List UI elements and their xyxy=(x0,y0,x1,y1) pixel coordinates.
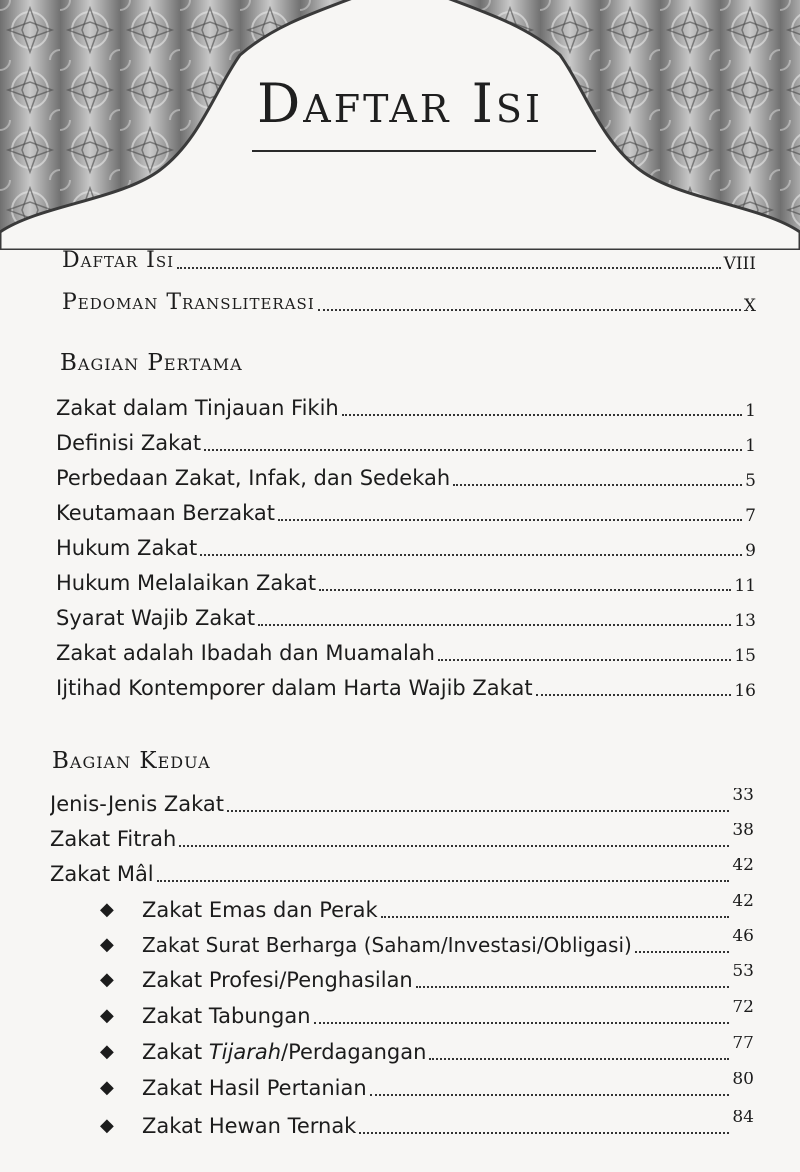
leader-dots xyxy=(179,845,729,847)
toc-entry[interactable]: Zakat Fitrah 38 xyxy=(50,823,754,851)
leader-dots xyxy=(381,916,730,918)
leader-dots xyxy=(438,659,731,661)
diamond-bullet-icon: ◆ xyxy=(100,1005,114,1026)
leader-dots xyxy=(342,414,742,416)
toc-sub-entry[interactable]: ◆ Zakat Profesi/Penghasilan 53 xyxy=(100,964,754,996)
toc-entry[interactable]: Zakat adalah Ibadah dan Muamalah 15 xyxy=(56,641,756,666)
toc-entry[interactable]: Zakat dalam Tinjauan Fikih 1 xyxy=(56,396,756,421)
section-heading-bagian-pertama: Bagian Pertama xyxy=(60,350,243,376)
toc-entry[interactable]: Perbedaan Zakat, Infak, dan Sedekah 5 xyxy=(56,466,756,491)
toc-entry[interactable]: Ijtihad Kontemporer dalam Harta Wajib Zakat 16 xyxy=(56,676,756,701)
leader-dots xyxy=(319,589,731,591)
diamond-bullet-icon: ◆ xyxy=(100,899,114,920)
leader-dots xyxy=(204,449,742,451)
diamond-bullet-icon: ◆ xyxy=(100,969,114,990)
toc-sub-entry[interactable]: ◆ Zakat Surat Berharga (Saham/Investasi/Obligasi) 46 xyxy=(100,929,754,961)
toc-sub-entry[interactable]: ◆ Zakat Emas dan Perak 42 xyxy=(100,894,754,926)
toc-sub-entry[interactable]: ◆ Zakat Tabungan 72 xyxy=(100,1000,754,1032)
leader-dots xyxy=(177,267,720,269)
leader-dots xyxy=(635,951,730,953)
leader-dots xyxy=(258,624,731,626)
diamond-bullet-icon: ◆ xyxy=(100,1115,114,1136)
toc-entry[interactable]: Hukum Melalaikan Zakat 11 xyxy=(56,571,756,596)
toc-sub-entry[interactable]: ◆ Zakat Tijarah/Perdagangan 77 xyxy=(100,1036,754,1068)
toc-entry[interactable]: Jenis-Jenis Zakat 33 xyxy=(50,788,754,816)
toc-sub-entry[interactable]: ◆ Zakat Hewan Ternak 84 xyxy=(100,1110,754,1142)
section-heading-bagian-kedua: Bagian Kedua xyxy=(52,748,211,774)
leader-dots xyxy=(227,810,729,812)
leader-dots xyxy=(370,1094,730,1096)
page-title: Daftar Isi xyxy=(257,72,543,135)
leader-dots xyxy=(359,1132,729,1134)
leader-dots xyxy=(200,554,742,556)
toc-entry[interactable]: Hukum Zakat 9 xyxy=(56,536,756,561)
toc-entry-pedoman-transliterasi[interactable]: Pedoman Transliterasi X xyxy=(62,290,756,316)
leader-dots xyxy=(416,986,730,988)
toc-sub-entry[interactable]: ◆ Zakat Hasil Pertanian 80 xyxy=(100,1072,754,1104)
toc-entry[interactable]: Definisi Zakat 1 xyxy=(56,431,756,456)
leader-dots xyxy=(157,880,730,882)
toc-entry[interactable]: Zakat Mâl 42 xyxy=(50,858,754,886)
diamond-bullet-icon: ◆ xyxy=(100,934,114,955)
diamond-bullet-icon: ◆ xyxy=(100,1041,114,1062)
leader-dots xyxy=(318,309,741,311)
diamond-bullet-icon: ◆ xyxy=(100,1077,114,1098)
toc-entry[interactable]: Keutamaan Berzakat 7 xyxy=(56,501,756,526)
toc-entry[interactable]: Syarat Wajib Zakat 13 xyxy=(56,606,756,631)
leader-dots xyxy=(314,1022,730,1024)
leader-dots xyxy=(429,1058,729,1060)
leader-dots xyxy=(536,694,732,696)
leader-dots xyxy=(278,519,742,521)
leader-dots xyxy=(453,484,742,486)
toc-entry-daftar-isi[interactable]: Daftar Isi VIII xyxy=(62,248,756,274)
